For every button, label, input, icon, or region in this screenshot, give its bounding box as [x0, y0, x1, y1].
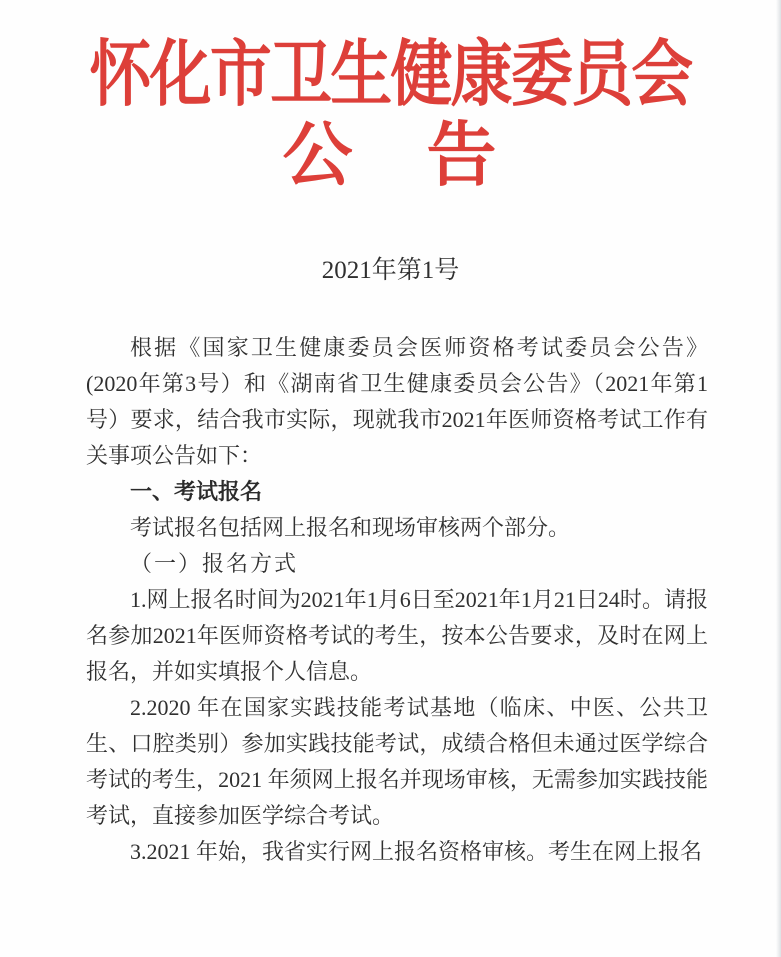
title-block: [0, 35, 781, 195]
paragraph-item-1: 1.网上报名时间为2021年1月6日至2021年1月21日24时。请报名参加2021年医师资格考试的考生，按本公告要求，及时在网上报名，并如实填报个人信息。: [86, 586, 708, 684]
section-heading-1: 一、考试报名: [130, 478, 263, 504]
paragraph-registration-overview: 考试报名包括网上报名和现场审核两个部分。: [130, 514, 571, 540]
paragraph-item-2: 2.2020 年在国家实践技能考试基地（临床、中医、公共卫生、口腔类别）参加实践技能考试，成绩合格但未通过医学综合考试的考生，2021 年须网上报名并现场审核，无需参加实践技能考试，直接参加医学综合考试。: [86, 694, 708, 828]
scan-edge-artifact: [776, 0, 781, 957]
document-body: [86, 330, 708, 870]
doc-type-title: 公 告: [282, 117, 499, 195]
paragraph-intro: 根据《国家卫生健康委员会医师资格考试委员会公告》(2020年第3号）和《湖南省卫生健康委员会公告》（2021年第1号）要求，结合我市实际，现就我市2021年医师资格考试工作有关事项公告如下：: [86, 334, 708, 468]
org-title: 怀化市卫生健康委员会: [89, 35, 692, 115]
paragraph-item-3: 3.2021 年始，我省实行网上报名资格审核。考生在网上报名: [130, 838, 703, 864]
subsection-heading-1-1: （一）报名方式: [130, 550, 299, 576]
doc-number: 2021年第1号: [321, 256, 460, 284]
